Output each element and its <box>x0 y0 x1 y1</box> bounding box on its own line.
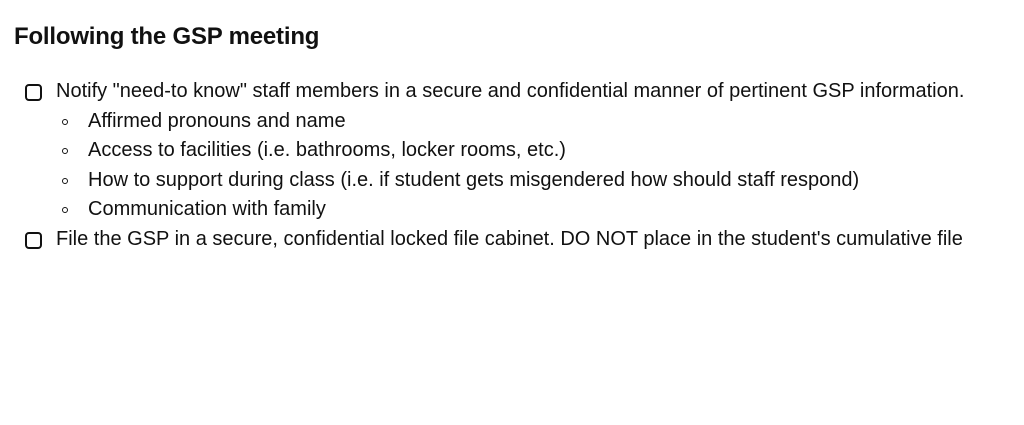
hollow-circle-bullet-icon <box>62 148 68 154</box>
checklist-item-text: File the GSP in a secure, confidential locked file cabinet. DO NOT place in the student's cumulative file <box>56 227 963 250</box>
sub-list-item-family-communication <box>56 195 1010 225</box>
checklist-item-notify-staff <box>0 77 1010 225</box>
sub-list-item-text: Communication with family <box>88 198 326 220</box>
checklist-item-file-gsp <box>0 225 1010 255</box>
sub-list-item-text: Access to facilities (i.e. bathrooms, locker rooms, etc.) <box>88 139 566 161</box>
notify-details-list <box>56 107 1010 225</box>
hollow-circle-bullet-icon <box>62 178 68 184</box>
hollow-circle-bullet-icon <box>62 119 68 125</box>
sub-list-item-pronouns <box>56 107 1010 137</box>
sub-list-item-class-support <box>56 166 1010 196</box>
empty-checkbox-icon[interactable] <box>25 84 42 101</box>
empty-checkbox-icon[interactable] <box>25 232 42 249</box>
hollow-circle-bullet-icon <box>62 207 68 213</box>
sub-list-item-text: Affirmed pronouns and name <box>88 109 346 132</box>
sub-list-item-facilities <box>56 136 1010 166</box>
checklist <box>0 77 1010 254</box>
sub-list-item-text: How to support during class (i.e. if student gets misgendered how should staff respond) <box>88 168 860 191</box>
section-heading: Following the GSP meeting <box>14 23 320 50</box>
checklist-item-text: Notify "need-to know" staff members in a secure and confidential manner of pertinent GSP information. <box>56 80 965 102</box>
